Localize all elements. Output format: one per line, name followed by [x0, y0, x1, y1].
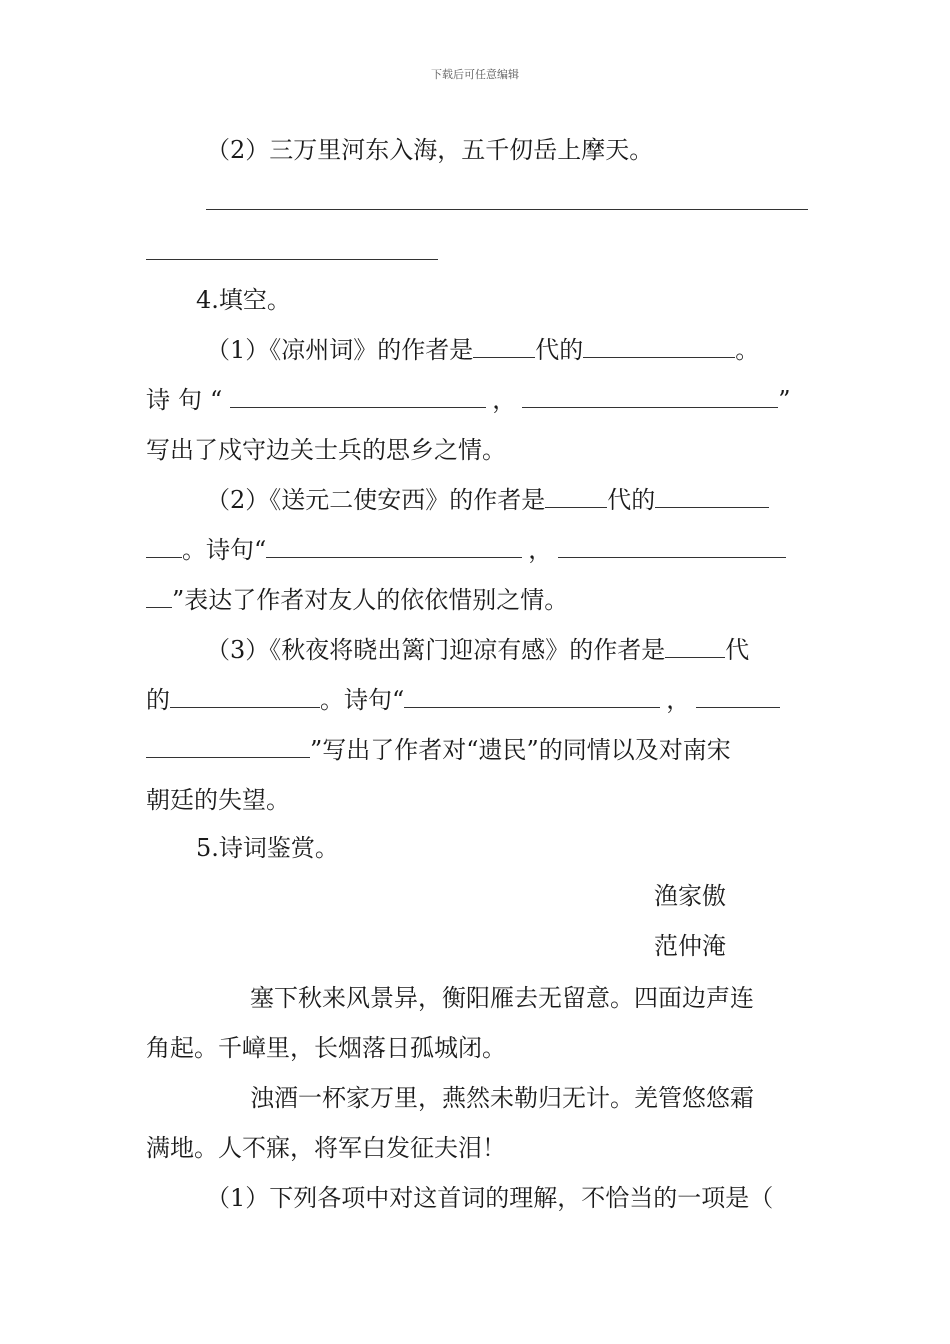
- q4-heading: 4.填空。: [196, 286, 291, 314]
- q4-line-10: 朝廷的失望。: [146, 786, 290, 814]
- q4-line-6: [146, 582, 808, 618]
- q4-l2c: ”: [778, 386, 791, 414]
- blank-verse-3a: [404, 685, 660, 708]
- blank-dynasty-3: [665, 635, 725, 658]
- q4-l4a: （2）《送元二使安西》的作者是: [206, 486, 546, 514]
- q4-line-5: [146, 532, 808, 568]
- poem-stanza1-line1: 塞下秋来风景异，衡阳雁去无留意。四面边声连: [250, 984, 754, 1012]
- q4-l9: ”写出了作者对“遗民”的同情以及对南宋: [310, 736, 731, 764]
- q4-l6: ”表达了作者对友人的依依惜别之情。: [172, 586, 569, 614]
- blank-verse-3b: [696, 685, 780, 708]
- q4-l7b: 代: [725, 636, 750, 664]
- q4-line-7: [206, 632, 808, 668]
- blank-author-2b: [146, 535, 182, 558]
- blank-author-3: [170, 685, 320, 708]
- q4-l5a: 。诗句“: [182, 536, 267, 564]
- q4-l1a: （1）《凉州词》的作者是: [206, 336, 474, 364]
- blank-verse-2a: [266, 535, 522, 558]
- poem-stanza1-line2: 角起。千嶂里，长烟落日孤城闭。: [146, 1034, 506, 1062]
- q4-l2b: ，: [492, 386, 517, 414]
- blank-verse-2c: [146, 585, 172, 608]
- answer-line-2: [146, 259, 438, 260]
- q3-item2-text: （2）三万里河东入海，五千仞岳上摩天。: [206, 136, 654, 164]
- q4-l1b: 代的: [535, 336, 584, 364]
- q4-line-2: [146, 382, 808, 418]
- q4-l4b: 代的: [607, 486, 656, 514]
- poem-stanza2-line1: 浊酒一杯家万里，燕然未勒归无计。羌管悠悠霜: [250, 1084, 754, 1112]
- poem-stanza2-line2: 满地。人不寐，将军白发征夫泪！: [146, 1134, 506, 1162]
- q4-line-1: [206, 332, 808, 368]
- poem-author: 范仲淹: [654, 932, 726, 960]
- q5-heading: 5.诗词鉴赏。: [196, 834, 339, 862]
- q4-line-8: [146, 682, 808, 718]
- q4-line-3: 写出了戍守边关士兵的思乡之情。: [146, 436, 506, 464]
- blank-author-1: [583, 335, 735, 358]
- q4-l8c: ，: [666, 686, 691, 714]
- q4-l7a: （3）《秋夜将晓出篱门迎凉有感》的作者是: [206, 636, 666, 664]
- blank-dynasty-2: [545, 485, 607, 508]
- blank-verse-1a: [230, 385, 486, 408]
- q4-l8a: 的: [146, 686, 170, 714]
- q4-line-4: [206, 482, 808, 518]
- blank-dynasty-1: [473, 335, 535, 358]
- blank-verse-3c: [146, 735, 310, 758]
- q4-l1c: 。: [735, 336, 760, 364]
- page-header: 下载后可任意编辑: [431, 68, 519, 81]
- q4-line-9: [146, 732, 808, 768]
- poem-title: 渔家傲: [654, 882, 726, 910]
- blank-author-2a: [655, 485, 769, 508]
- blank-verse-1b: [522, 385, 778, 408]
- q4-l2a: 诗句“: [146, 386, 231, 414]
- answer-line-1: [206, 209, 808, 210]
- q4-l8b: 。诗句“: [320, 686, 405, 714]
- blank-verse-2b: [558, 535, 786, 558]
- q5-sub1-question: （1）下列各项中对这首词的理解，不恰当的一项是（: [206, 1184, 774, 1212]
- q4-l5b: ，: [528, 536, 553, 564]
